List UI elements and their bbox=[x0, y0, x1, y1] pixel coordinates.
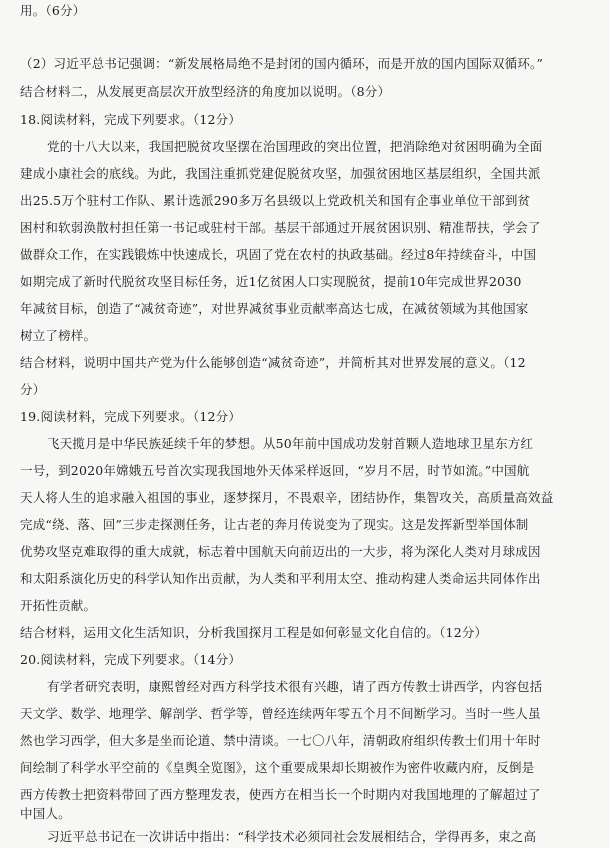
text-line: 开拓性贡献。 bbox=[20, 598, 97, 613]
text-line: 完成“绕、落、回”三步走探测任务，让古老的奔月传说变为了现实。这是发挥新型举国体制 bbox=[20, 517, 529, 532]
text-line: （2）习近平总书记强调：“新发展格局绝不是封闭的国内循环，而是开放的国内国际双循环。” bbox=[20, 56, 544, 71]
text-line: 用。（6分） bbox=[20, 3, 86, 18]
text-line: 西方传教士把资料带回了西方整理发表，使西方在相当长一个时期内对我国地理的了解超过了 bbox=[20, 787, 541, 802]
text-line: 结合材料，说明中国共产党为什么能够创造“减贫奇迹”，并简析其对世界发展的意义。（12 bbox=[20, 355, 526, 370]
text-line: 一号，到2020年嫦娥五号首次实现我国地外天体采样返回，“岁月不居，时节如流。”中国航 bbox=[20, 463, 530, 478]
text-line: 中国人。 bbox=[20, 806, 71, 821]
text-line: 建成小康社会的底线。为此，我国注重抓党建促脱贫攻坚，加强贫困地区基层组织，全国共派 bbox=[20, 166, 541, 181]
text-line: 天文学、数学、地理学、解剖学、哲学等，曾经连续两年零五个月不间断学习。当时一些人虽 bbox=[20, 706, 541, 721]
text-line: 优势攻坚克难取得的重大成就，标志着中国航天向前迈出的一大步，将为深化人类对月球成因 bbox=[20, 544, 541, 559]
text-line: 结合材料，运用文化生活知识，分析我国探月工程是如何彰显文化自信的。（12分） bbox=[20, 625, 488, 640]
text-line: 天人将人生的追求融入祖国的事业，逐梦探月，不畏艰辛，团结协作，集智攻关，高质量高效益 bbox=[20, 490, 554, 505]
question-19-heading: 19.阅读材料，完成下列要求。（12分） bbox=[20, 409, 242, 424]
text-line: 间绘制了科学水平空前的《皇舆全览图》，这个重要成果却长期被作为密件收藏内府，反倒是 bbox=[20, 760, 535, 775]
text-line: 做群众工作，在实践锻炼中快速成长，巩固了党在农村的执政基础。经过8年持续奋斗，中国 bbox=[20, 247, 537, 262]
text-line: 困村和软弱涣散村担任第一书记或驻村干部。基层干部通过开展贫困识别、精准帮扶，学会了 bbox=[20, 220, 541, 235]
text-line: 党的十八大以来，我国把脱贫攻坚摆在治国理政的突出位置，把消除绝对贫困明确为全面 bbox=[47, 139, 543, 154]
text-line: 如期完成了新时代脱贫攻坚目标任务，近1亿贫困人口实现脱贫，提前10年完成世界2030 bbox=[20, 274, 522, 289]
text-line: 和太阳系演化历史的科学认知作出贡献，为人类和平利用太空、推动构建人类命运共同体作出 bbox=[20, 571, 541, 586]
text-line: 结合材料二，从发展更高层次开放型经济的角度加以说明。（8分） bbox=[20, 84, 391, 99]
text-line: 年减贫目标，创造了“减贫奇迹”，对世界减贫事业贡献率高达七成，在减贫领域为其他国家 bbox=[20, 301, 529, 316]
text-line: 有学者研究表明，康熙曾经对西方科学技术很有兴趣，请了西方传教士讲西学，内容包括 bbox=[47, 679, 543, 694]
text-line: 飞天揽月是中华民族延续千年的梦想。从50年前中国成功发射首颗人造地球卫星东方红 bbox=[47, 436, 534, 451]
question-18-heading: 18.阅读材料，完成下列要求。（12分） bbox=[20, 112, 242, 127]
question-20-heading: 20.阅读材料，完成下列要求。（14分） bbox=[20, 652, 242, 667]
text-line: 习近平总书记在一次讲话中指出：“科学技术必须同社会发展相结合，学得再多，束之高 bbox=[47, 829, 537, 844]
text-line: 树立了榜样。 bbox=[20, 328, 97, 343]
text-line: 然也学习西学，但大多是坐而论道、禁中清谈。一七〇八年，清朝政府组织传教士们用十年时 bbox=[20, 733, 541, 748]
text-line: 出25.5万个驻村工作队、累计选派290多万名县级以上党政机关和国有企事业单位干部到贫 bbox=[20, 193, 531, 208]
text-line: 分） bbox=[20, 382, 46, 397]
